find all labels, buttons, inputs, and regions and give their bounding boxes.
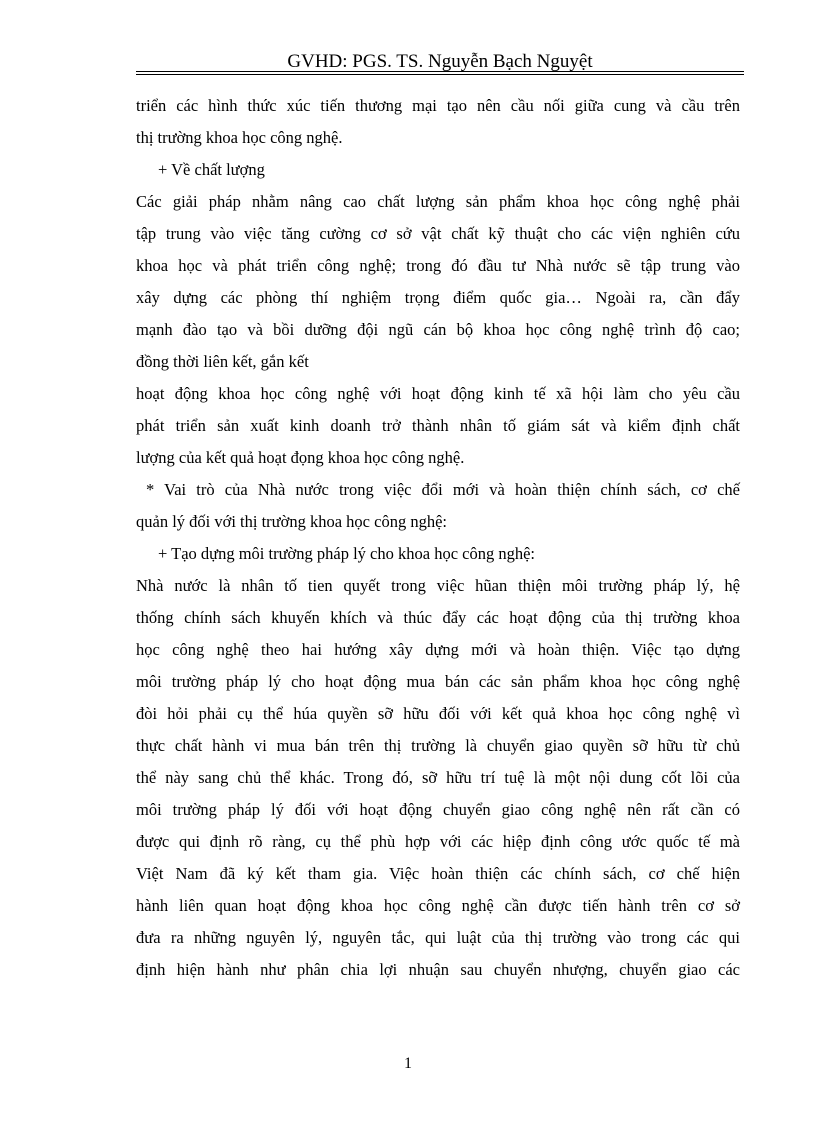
- body-line: được qui định rõ ràng, cụ thể phù hợp với các hiệp định công ước quốc tế mà: [136, 832, 740, 851]
- body-line: quản lý đối với thị trường khoa học công nghệ:: [136, 512, 447, 531]
- body-line: tập trung vào việc tăng cường cơ sở vật chất kỹ thuật cho các viện nghiên cứu: [136, 224, 740, 243]
- body-line: phát triển sản xuất kinh doanh trở thành nhân tố giám sát và kiểm định chất: [136, 416, 740, 435]
- page-header-title: GVHD: PGS. TS. Nguyễn Bạch Nguyệt: [287, 51, 593, 72]
- subheading-quality: + Về chất lượng: [158, 160, 265, 179]
- body-line: khoa học và phát triển công nghệ; trong đó đầu tư Nhà nước sẽ tập trung vào: [136, 256, 740, 275]
- body-line: thị trường khoa học công nghệ.: [136, 128, 343, 147]
- body-line: Việt Nam đã ký kết tham gia. Việc hoàn thiện các chính sách, cơ chế hiện: [136, 864, 740, 883]
- body-line: hoạt động khoa học công nghệ với hoạt động kinh tế xã hội làm cho yêu cầu: [136, 384, 740, 403]
- header-rule-bottom: [136, 74, 744, 75]
- body-line: môi trường pháp lý đối với hoạt động chuyển giao công nghệ nên rất cần có: [136, 800, 740, 819]
- body-line: đồng thời liên kết, gắn kết: [136, 352, 309, 371]
- body-line: mạnh đào tạo và bồi dưỡng đội ngũ cán bộ khoa học công nghệ trình độ cao;: [136, 320, 740, 339]
- body-line: Nhà nước là nhân tố tien quyết trong việc hũan thiện môi trường pháp lý, hệ: [136, 576, 740, 595]
- body-line: hành liên quan hoạt động khoa học công nghệ cần được tiến hành trên cơ sở: [136, 896, 740, 915]
- section-heading-state-role: * Vai trò của Nhà nước trong việc đổi mới và hoàn thiện chính sách, cơ chế: [146, 480, 740, 499]
- page-number: 1: [404, 1055, 412, 1072]
- body-line: xây dựng các phòng thí nghiệm trọng điểm quốc gia… Ngoài ra, cần đẩy: [136, 288, 740, 307]
- body-line: triển các hình thức xúc tiến thương mại tạo nên cầu nối giữa cung và cầu trên: [136, 96, 740, 115]
- body-line: định hiện hành như phân chia lợi nhuận sau chuyển nhượng, chuyển giao các: [136, 960, 740, 979]
- body-line: thể này sang chủ thể khác. Trong đó, sỡ hữu trí tuệ là một nội dung cốt lõi của: [136, 768, 740, 787]
- body-line: thống chính sách khuyến khích và thúc đẩy các hoạt động của thị trường khoa: [136, 608, 740, 627]
- document-body: [136, 90, 740, 986]
- body-line: môi trường pháp lý cho hoạt động mua bán các sản phẩm khoa học công nghệ: [136, 672, 740, 691]
- body-line: Các giải pháp nhằm nâng cao chất lượng sản phẩm khoa học công nghệ phải: [136, 192, 740, 211]
- body-line: lượng của kết quả hoạt đọng khoa học công nghệ.: [136, 448, 465, 467]
- body-line: thực chất hành vi mua bán trên thị trường là chuyển giao quyền sỡ hữu từ chủ: [136, 736, 740, 755]
- header-rule-top: [136, 71, 744, 72]
- body-line: học công nghệ theo hai hướng xây dựng mới và hoàn thiện. Việc tạo dựng: [136, 640, 740, 659]
- subheading-legal-environment: + Tạo dựng môi trường pháp lý cho khoa học công nghệ:: [158, 544, 536, 563]
- body-line: đòi hỏi phải cụ thể húa quyền sỡ hữu đối với kết quả khoa học công nghệ vì: [136, 704, 740, 723]
- body-line: đưa ra những nguyên lý, nguyên tắc, qui luật của thị trường vào trong các qui: [136, 928, 740, 947]
